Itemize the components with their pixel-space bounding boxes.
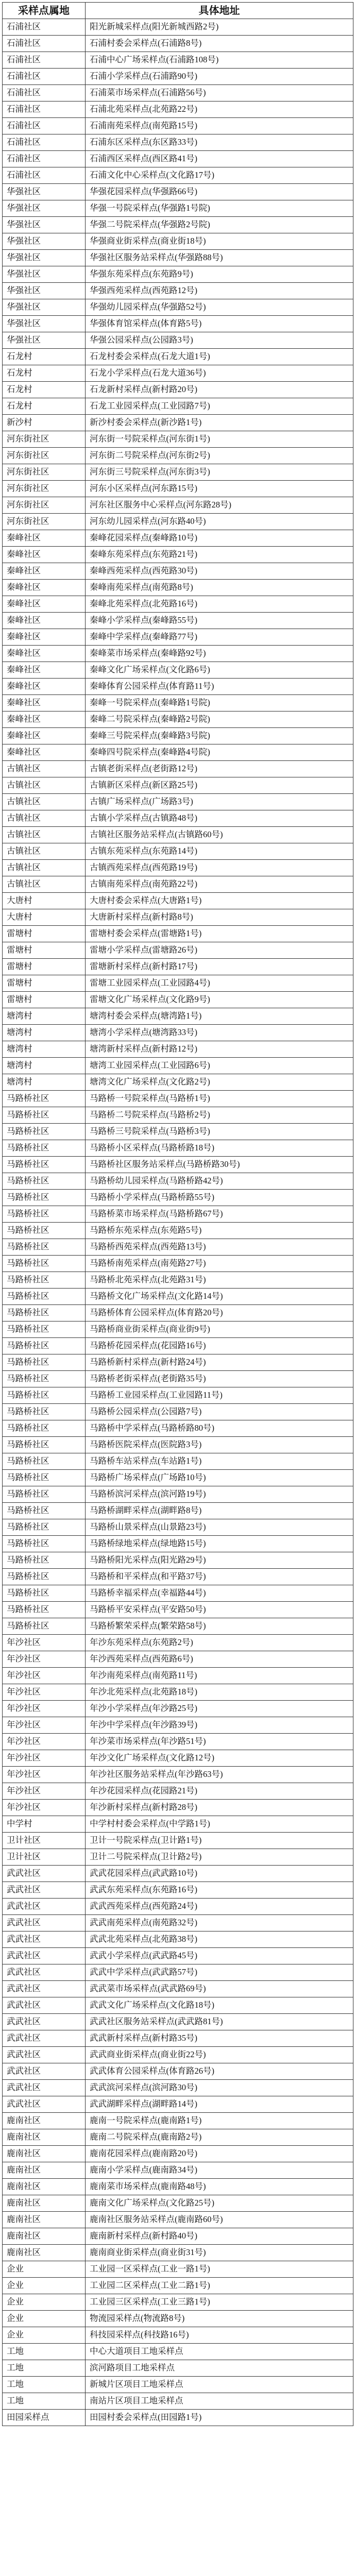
- table-cell-location: 武武花园采样点(武武路10号): [86, 1866, 353, 1882]
- table-cell-area: 雷塘村: [3, 942, 86, 959]
- table-cell-area: 马路桥社区: [3, 1321, 86, 1338]
- table-cell-area: 华强社区: [3, 299, 86, 316]
- table-cell-location: 雷塘小学采样点(雷塘路26号): [86, 942, 353, 959]
- table-cell-location: 鹿南文化广场采样点(文化路25号): [86, 2195, 353, 2212]
- table-cell-location: 华强花园采样点(华强路66号): [86, 184, 353, 200]
- table-cell-area: 秦峰社区: [3, 563, 86, 580]
- table-cell-area: 马路桥社区: [3, 1470, 86, 1486]
- table-cell-area: 秦峰社区: [3, 711, 86, 728]
- table-cell-location: 马路桥花园采样点(花园路16号): [86, 1338, 353, 1354]
- table-cell-location: 马路桥小区采样点(马路桥路18号): [86, 1140, 353, 1157]
- table-cell-location: 年沙北苑采样点(北苑路18号): [86, 1684, 353, 1701]
- table-cell-area: 马路桥社区: [3, 1190, 86, 1206]
- table-cell-location: 秦峰菜市场采样点(秦峰路92号): [86, 646, 353, 662]
- table-cell-area: 鹿南社区: [3, 2245, 86, 2261]
- table-cell-location: 年沙西苑采样点(西苑路6号): [86, 1651, 353, 1668]
- table-cell-area: 古镇社区: [3, 761, 86, 777]
- table-cell-location: 秦峰南苑采样点(南苑路8号): [86, 580, 353, 596]
- table-cell-location: 阳光新城采样点(阳光新城西路2号): [86, 19, 353, 36]
- table-cell-area: 秦峰社区: [3, 679, 86, 695]
- table-cell-location: 塘湾新村采样点(新村路12号): [86, 1041, 353, 1058]
- table-cell-location: 马路桥阳光采样点(阳光路29号): [86, 1552, 353, 1569]
- table-cell-area: 马路桥社区: [3, 1289, 86, 1305]
- table-cell-location: 石龙小学采样点(石龙大道36号): [86, 365, 353, 382]
- table-cell-location: 田园村委会采样点(田园路1号): [86, 2410, 353, 2426]
- table-cell-area: 河东街社区: [3, 464, 86, 481]
- table-cell-location: 马路桥山景采样点(山景路23号): [86, 1519, 353, 1536]
- table-cell-area: 石浦社区: [3, 69, 86, 85]
- table-cell-area: 古镇社区: [3, 860, 86, 876]
- table-cell-area: 马路桥社区: [3, 1486, 86, 1503]
- table-cell-location: 马路桥幼儿园采样点(马路桥路42号): [86, 1173, 353, 1190]
- table-cell-location: 武武社区服务站采样点(武武路81号): [86, 2014, 353, 2030]
- table-cell-area: 秦峰社区: [3, 629, 86, 646]
- table-cell-location: 秦峰四号院采样点(秦峰路4号院): [86, 744, 353, 761]
- table-cell-area: 年沙社区: [3, 1651, 86, 1668]
- table-cell-area: 马路桥社区: [3, 1569, 86, 1585]
- table-cell-location: 石浦菜市场采样点(石浦路56号): [86, 85, 353, 101]
- table-cell-area: 马路桥社区: [3, 1536, 86, 1552]
- table-cell-location: 物流园采样点(物流路8号): [86, 2311, 353, 2327]
- table-cell-area: 年沙社区: [3, 1717, 86, 1734]
- table-cell-location: 鹿南小学采样点(鹿南路34号): [86, 2162, 353, 2179]
- table-cell-area: 武武社区: [3, 1964, 86, 1981]
- table-cell-area: 武武社区: [3, 1915, 86, 1931]
- table-cell-location: 河东街三号院采样点(河东街3号): [86, 464, 353, 481]
- table-cell-location: 马路桥二号院采样点(马路桥2号): [86, 1107, 353, 1124]
- table-cell-location: 卫计二号院采样点(卫计路2号): [86, 1849, 353, 1866]
- table-cell-location: 马路桥北苑采样点(北苑路31号): [86, 1272, 353, 1289]
- table-cell-area: 武武社区: [3, 1931, 86, 1948]
- table-cell-location: 秦峰西苑采样点(西苑路30号): [86, 563, 353, 580]
- table-cell-location: 武武商业街采样点(商业街22号): [86, 2047, 353, 2063]
- table-cell-location: 年沙中学采样点(年沙路39号): [86, 1717, 353, 1734]
- table-cell-area: 石浦社区: [3, 19, 86, 36]
- table-cell-area: 华强社区: [3, 233, 86, 250]
- table-cell-area: 年沙社区: [3, 1701, 86, 1717]
- table-cell-area: 马路桥社区: [3, 1437, 86, 1453]
- table-cell-location: 马路桥繁荣采样点(繁荣路58号): [86, 1618, 353, 1635]
- table-cell-area: 雷塘村: [3, 959, 86, 975]
- table-cell-location: 马路桥医院采样点(医院路3号): [86, 1437, 353, 1453]
- table-cell-area: 华强社区: [3, 283, 86, 299]
- table-cell-area: 马路桥社区: [3, 1239, 86, 1256]
- table-cell-location: 武武南苑采样点(南苑路32号): [86, 1915, 353, 1931]
- table-cell-location: 石浦南苑采样点(南苑路15号): [86, 118, 353, 134]
- table-cell-area: 马路桥社区: [3, 1404, 86, 1420]
- table-cell-location: 年沙文化广场采样点(文化路12号): [86, 1750, 353, 1767]
- table-cell-area: 石浦社区: [3, 134, 86, 151]
- table-cell-location: 河东小区采样点(河东路15号): [86, 481, 353, 497]
- table-cell-area: 马路桥社区: [3, 1107, 86, 1124]
- table-cell-location: 年沙新村采样点(新村路28号): [86, 1800, 353, 1816]
- table-cell-area: 河东街社区: [3, 481, 86, 497]
- table-cell-area: 武武社区: [3, 2096, 86, 2113]
- table-cell-location: 古镇社区服务站采样点(古镇路60号): [86, 827, 353, 843]
- table-cell-area: 马路桥社区: [3, 1371, 86, 1387]
- table-cell-location: 马路桥南苑采样点(南苑路27号): [86, 1256, 353, 1272]
- table-cell-location: 年沙小学采样点(年沙路25号): [86, 1701, 353, 1717]
- table-cell-location: 马路桥绿地采样点(绿地路15号): [86, 1536, 353, 1552]
- table-cell-location: 河东幼儿园采样点(河东路40号): [86, 514, 353, 530]
- table-cell-location: 南站片区项目工地采样点: [86, 2393, 353, 2410]
- table-cell-area: 武武社区: [3, 1997, 86, 2014]
- table-cell-area: 企业: [3, 2294, 86, 2311]
- table-cell-area: 马路桥社区: [3, 1272, 86, 1289]
- table-cell-area: 马路桥社区: [3, 1387, 86, 1404]
- table-cell-location: 雷塘工业园采样点(工业园路4号): [86, 975, 353, 992]
- table-cell-location: 塘湾文化广场采样点(文化路2号): [86, 1074, 353, 1091]
- table-cell-location: 古镇新区采样点(新区路25号): [86, 777, 353, 794]
- table-cell-location: 工业园三区采样点(工业三路1号): [86, 2294, 353, 2311]
- table-cell-area: 秦峰社区: [3, 662, 86, 679]
- header-area: 采样点属地: [3, 3, 86, 19]
- table-cell-area: 石浦社区: [3, 167, 86, 184]
- table-cell-location: 马路桥文化广场采样点(文化路14号): [86, 1289, 353, 1305]
- table-cell-location: 科技园采样点(科技路16号): [86, 2327, 353, 2344]
- table-cell-location: 雷塘文化广场采样点(文化路9号): [86, 992, 353, 1008]
- table-cell-area: 年沙社区: [3, 1800, 86, 1816]
- table-cell-location: 年沙菜市场采样点(年沙路51号): [86, 1734, 353, 1750]
- table-cell-location: 秦峰文化广场采样点(文化路6号): [86, 662, 353, 679]
- table-cell-location: 武武新村采样点(新村路35号): [86, 2030, 353, 2047]
- table-cell-location: 武武中学采样点(武武路57号): [86, 1964, 353, 1981]
- table-cell-area: 年沙社区: [3, 1668, 86, 1684]
- table-cell-location: 秦峰北苑采样点(北苑路16号): [86, 596, 353, 613]
- table-cell-location: 河东街一号院采样点(河东街1号): [86, 431, 353, 448]
- table-cell-area: 华强社区: [3, 332, 86, 349]
- table-cell-location: 中心大道项目工地采样点: [86, 2344, 353, 2360]
- table-cell-location: 塘湾小学采样点(塘湾路33号): [86, 1025, 353, 1041]
- table-cell-location: 武武滨河采样点(滨河路30号): [86, 2080, 353, 2096]
- table-cell-location: 石浦小学采样点(石浦路90号): [86, 69, 353, 85]
- table-cell-location: 马路桥中学采样点(马路桥路80号): [86, 1420, 353, 1437]
- table-cell-location: 年沙南苑采样点(南苑路11号): [86, 1668, 353, 1684]
- table-cell-location: 中学村村委会采样点(中学路1号): [86, 1816, 353, 1833]
- table-cell-area: 华强社区: [3, 266, 86, 283]
- table-cell-area: 马路桥社区: [3, 1602, 86, 1618]
- table-cell-area: 企业: [3, 2327, 86, 2344]
- table-cell-area: 秦峰社区: [3, 744, 86, 761]
- table-cell-area: 年沙社区: [3, 1783, 86, 1800]
- table-cell-location: 古镇南苑采样点(南苑路22号): [86, 876, 353, 893]
- table-cell-location: 秦峰二号院采样点(秦峰路2号院): [86, 711, 353, 728]
- table-cell-location: 古镇小学采样点(古镇路48号): [86, 810, 353, 827]
- table-cell-area: 华强社区: [3, 316, 86, 332]
- table-cell-area: 田园采样点: [3, 2410, 86, 2426]
- table-cell-area: 古镇社区: [3, 794, 86, 810]
- table-cell-location: 新城片区项目工地采样点: [86, 2377, 353, 2393]
- table-cell-location: 华强公园采样点(公园路3号): [86, 332, 353, 349]
- table-cell-location: 马路桥广场采样点(广场路10号): [86, 1470, 353, 1486]
- table-cell-area: 工地: [3, 2393, 86, 2410]
- table-cell-location: 马路桥滨河采样点(滨河路19号): [86, 1486, 353, 1503]
- table-cell-location: 马路桥工业园采样点(工业园路11号): [86, 1387, 353, 1404]
- table-cell-area: 工地: [3, 2344, 86, 2360]
- table-cell-location: 秦峰花园采样点(秦峰路10号): [86, 530, 353, 547]
- table-cell-area: 秦峰社区: [3, 695, 86, 711]
- table-cell-location: 雷塘新村采样点(新村路17号): [86, 959, 353, 975]
- table-cell-location: 石龙新村采样点(新村路20号): [86, 382, 353, 398]
- table-cell-area: 武武社区: [3, 2047, 86, 2063]
- table-cell-area: 新沙村: [3, 415, 86, 431]
- table-cell-location: 滨河路项目工地采样点: [86, 2360, 353, 2377]
- table-cell-area: 武武社区: [3, 2080, 86, 2096]
- table-cell-location: 古镇东苑采样点(东苑路14号): [86, 843, 353, 860]
- table-cell-area: 武武社区: [3, 1981, 86, 1997]
- table-cell-area: 马路桥社区: [3, 1305, 86, 1321]
- table-cell-location: 华强一号院采样点(华强路1号院): [86, 200, 353, 217]
- table-cell-area: 马路桥社区: [3, 1124, 86, 1140]
- table-cell-area: 华强社区: [3, 200, 86, 217]
- table-cell-location: 武武湖畔采样点(湖畔路14号): [86, 2096, 353, 2113]
- table-cell-area: 秦峰社区: [3, 646, 86, 662]
- table-cell-location: 卫计一号院采样点(卫计路1号): [86, 1833, 353, 1849]
- table-cell-location: 鹿南一号院采样点(鹿南路1号): [86, 2113, 353, 2129]
- table-cell-area: 石龙村: [3, 382, 86, 398]
- table-cell-area: 马路桥社区: [3, 1453, 86, 1470]
- table-cell-location: 工业园一区采样点(工业一路1号): [86, 2261, 353, 2278]
- table-cell-location: 鹿南花园采样点(鹿南路20号): [86, 2146, 353, 2162]
- table-cell-location: 石浦村委会采样点(石浦路8号): [86, 36, 353, 52]
- table-cell-area: 马路桥社区: [3, 1618, 86, 1635]
- table-cell-area: 鹿南社区: [3, 2212, 86, 2228]
- table-cell-area: 大唐村: [3, 909, 86, 926]
- table-cell-location: 河东街二号院采样点(河东街2号): [86, 448, 353, 464]
- table-cell-location: 华强社区服务站采样点(华强路88号): [86, 250, 353, 266]
- table-cell-area: 石浦社区: [3, 85, 86, 101]
- table-cell-location: 武武体育公园采样点(体育路26号): [86, 2063, 353, 2080]
- table-cell-location: 秦峰东苑采样点(东苑路21号): [86, 547, 353, 563]
- table-cell-area: 华强社区: [3, 217, 86, 233]
- table-cell-area: 石浦社区: [3, 36, 86, 52]
- table-cell-area: 马路桥社区: [3, 1223, 86, 1239]
- table-cell-location: 马路桥菜市场采样点(马路桥路67号): [86, 1206, 353, 1223]
- table-cell-area: 秦峰社区: [3, 547, 86, 563]
- table-cell-location: 马路桥平安采样点(平安路50号): [86, 1602, 353, 1618]
- table-cell-area: 年沙社区: [3, 1750, 86, 1767]
- table-cell-location: 马路桥和平采样点(和平路37号): [86, 1569, 353, 1585]
- table-cell-location: 鹿南新村采样点(新村路40号): [86, 2228, 353, 2245]
- table-cell-area: 古镇社区: [3, 810, 86, 827]
- table-cell-area: 马路桥社区: [3, 1585, 86, 1602]
- table-cell-area: 企业: [3, 2261, 86, 2278]
- header-location: 具体地址: [86, 3, 353, 19]
- table-cell-location: 古镇西苑采样点(西苑路19号): [86, 860, 353, 876]
- table-cell-location: 武武文化广场采样点(文化路18号): [86, 1997, 353, 2014]
- table-cell-location: 河东社区服务中心采样点(河东路28号): [86, 497, 353, 514]
- table-cell-location: 马路桥东苑采样点(东苑路5号): [86, 1223, 353, 1239]
- table-cell-location: 马路桥湖畔采样点(湖畔路8号): [86, 1503, 353, 1519]
- table-cell-location: 石龙村委会采样点(石龙大道1号): [86, 349, 353, 365]
- table-cell-location: 华强幼儿园采样点(华强路52号): [86, 299, 353, 316]
- table-cell-location: 华强二号院采样点(华强路2号院): [86, 217, 353, 233]
- table-cell-area: 武武社区: [3, 1948, 86, 1964]
- table-cell-location: 秦峰中学采样点(秦峰路77号): [86, 629, 353, 646]
- table-cell-area: 华强社区: [3, 184, 86, 200]
- table-cell-location: 秦峰小学采样点(秦峰路55号): [86, 613, 353, 629]
- table-cell-location: 古镇老街采样点(老街路12号): [86, 761, 353, 777]
- table-cell-location: 马路桥三号院采样点(马路桥3号): [86, 1124, 353, 1140]
- table-cell-area: 企业: [3, 2311, 86, 2327]
- table-cell-area: 秦峰社区: [3, 580, 86, 596]
- table-cell-area: 秦峰社区: [3, 596, 86, 613]
- table-cell-area: 武武社区: [3, 1882, 86, 1899]
- table-cell-location: 石浦文化中心采样点(文化路17号): [86, 167, 353, 184]
- table-cell-location: 武武西苑采样点(西苑路24号): [86, 1899, 353, 1915]
- table-cell-area: 雷塘村: [3, 926, 86, 942]
- table-cell-location: 马路桥商业街采样点(商业街9号): [86, 1321, 353, 1338]
- table-cell-area: 塘湾村: [3, 1025, 86, 1041]
- table-cell-area: 年沙社区: [3, 1684, 86, 1701]
- table-cell-area: 马路桥社区: [3, 1420, 86, 1437]
- table-cell-area: 秦峰社区: [3, 613, 86, 629]
- table-cell-location: 马路桥公园采样点(公园路7号): [86, 1404, 353, 1420]
- table-cell-area: 马路桥社区: [3, 1206, 86, 1223]
- table-cell-location: 雷塘村委会采样点(雷塘路1号): [86, 926, 353, 942]
- table-cell-area: 鹿南社区: [3, 2146, 86, 2162]
- table-cell-location: 武武小学采样点(武武路45号): [86, 1948, 353, 1964]
- table-cell-area: 石浦社区: [3, 118, 86, 134]
- table-cell-area: 马路桥社区: [3, 1256, 86, 1272]
- table-cell-area: 鹿南社区: [3, 2228, 86, 2245]
- table-cell-location: 马路桥新村采样点(新村路24号): [86, 1354, 353, 1371]
- table-cell-location: 马路桥车站采样点(车站路1号): [86, 1453, 353, 1470]
- table-cell-area: 马路桥社区: [3, 1519, 86, 1536]
- table-cell-area: 塘湾村: [3, 1058, 86, 1074]
- table-cell-area: 马路桥社区: [3, 1157, 86, 1173]
- table-cell-location: 石浦中心广场采样点(石浦路108号): [86, 52, 353, 69]
- table-cell-location: 马路桥一号院采样点(马路桥1号): [86, 1091, 353, 1107]
- table-cell-area: 企业: [3, 2278, 86, 2294]
- table-cell-location: 秦峰体育公园采样点(体育路11号): [86, 679, 353, 695]
- table-cell-area: 鹿南社区: [3, 2195, 86, 2212]
- table-cell-area: 古镇社区: [3, 777, 86, 794]
- table-cell-area: 大唐村: [3, 893, 86, 909]
- table-cell-area: 塘湾村: [3, 1041, 86, 1058]
- table-cell-location: 华强东苑采样点(东苑路9号): [86, 266, 353, 283]
- table-cell-location: 鹿南二号院采样点(鹿南路2号): [86, 2129, 353, 2146]
- table-cell-location: 年沙花园采样点(花园路21号): [86, 1783, 353, 1800]
- table-cell-area: 石龙村: [3, 365, 86, 382]
- table-cell-location: 马路桥社区服务站采样点(马路桥路30号): [86, 1157, 353, 1173]
- table-cell-location: 石浦北苑采样点(北苑路22号): [86, 101, 353, 118]
- table-cell-area: 古镇社区: [3, 843, 86, 860]
- table-cell-area: 河东街社区: [3, 497, 86, 514]
- table-cell-area: 塘湾村: [3, 1074, 86, 1091]
- table-cell-location: 石龙工业园采样点(工业园路7号): [86, 398, 353, 415]
- table-cell-area: 塘湾村: [3, 1008, 86, 1025]
- table-cell-location: 年沙东苑采样点(东苑路2号): [86, 1635, 353, 1651]
- table-cell-area: 武武社区: [3, 2014, 86, 2030]
- table-cell-location: 华强西苑采样点(西苑路12号): [86, 283, 353, 299]
- table-cell-location: 古镇广场采样点(广场路3号): [86, 794, 353, 810]
- table-cell-area: 武武社区: [3, 2030, 86, 2047]
- table-cell-location: 武武东苑采样点(东苑路16号): [86, 1882, 353, 1899]
- table-cell-location: 马路桥西苑采样点(西苑路13号): [86, 1239, 353, 1256]
- table-cell-area: 石浦社区: [3, 101, 86, 118]
- table-cell-area: 年沙社区: [3, 1635, 86, 1651]
- table-cell-location: 石浦东区采样点(东区路33号): [86, 134, 353, 151]
- table-cell-area: 工地: [3, 2377, 86, 2393]
- table-cell-location: 石浦西区采样点(西区路41号): [86, 151, 353, 167]
- table-cell-area: 武武社区: [3, 2063, 86, 2080]
- table-cell-area: 鹿南社区: [3, 2129, 86, 2146]
- table-cell-location: 武武北苑采样点(北苑路38号): [86, 1931, 353, 1948]
- table-cell-area: 古镇社区: [3, 827, 86, 843]
- table-cell-area: 中学村: [3, 1816, 86, 1833]
- table-cell-area: 马路桥社区: [3, 1091, 86, 1107]
- table-cell-area: 鹿南社区: [3, 2162, 86, 2179]
- table-cell-location: 工业园二区采样点(工业二路1号): [86, 2278, 353, 2294]
- table-cell-area: 马路桥社区: [3, 1503, 86, 1519]
- table-cell-area: 古镇社区: [3, 876, 86, 893]
- table-cell-area: 卫计社区: [3, 1849, 86, 1866]
- table-cell-area: 河东街社区: [3, 514, 86, 530]
- table-cell-area: 马路桥社区: [3, 1140, 86, 1157]
- table-cell-location: 鹿南商业街采样点(商业街31号): [86, 2245, 353, 2261]
- table-cell-location: 新沙村委会采样点(新沙路1号): [86, 415, 353, 431]
- table-cell-area: 鹿南社区: [3, 2179, 86, 2195]
- table-cell-location: 秦峰一号院采样点(秦峰路1号院): [86, 695, 353, 711]
- table-cell-area: 雷塘村: [3, 975, 86, 992]
- table-cell-area: 年沙社区: [3, 1734, 86, 1750]
- table-cell-location: 马路桥幸福采样点(幸福路44号): [86, 1585, 353, 1602]
- table-cell-location: 塘湾工业园采样点(工业园路6号): [86, 1058, 353, 1074]
- table-cell-area: 河东街社区: [3, 431, 86, 448]
- table-cell-area: 马路桥社区: [3, 1552, 86, 1569]
- table-cell-area: 马路桥社区: [3, 1354, 86, 1371]
- table-cell-area: 马路桥社区: [3, 1338, 86, 1354]
- table-cell-location: 华强商业街采样点(商业街18号): [86, 233, 353, 250]
- table-cell-area: 河东街社区: [3, 448, 86, 464]
- table-cell-location: 塘湾村委会采样点(塘湾路1号): [86, 1008, 353, 1025]
- table-cell-area: 华强社区: [3, 250, 86, 266]
- sampling-points-table: [2, 2, 353, 2426]
- table-cell-area: 武武社区: [3, 1899, 86, 1915]
- table-cell-area: 工地: [3, 2360, 86, 2377]
- table-cell-location: 大唐村委会采样点(大唐路1号): [86, 893, 353, 909]
- table-cell-area: 马路桥社区: [3, 1173, 86, 1190]
- table-cell-area: 石浦社区: [3, 151, 86, 167]
- table-cell-area: 雷塘村: [3, 992, 86, 1008]
- table-cell-location: 大唐新村采样点(新村路8号): [86, 909, 353, 926]
- table-cell-area: 年沙社区: [3, 1767, 86, 1783]
- table-cell-area: 石龙村: [3, 398, 86, 415]
- table-cell-location: 武武菜市场采样点(武武路69号): [86, 1981, 353, 1997]
- table-cell-location: 马路桥老街采样点(老街路35号): [86, 1371, 353, 1387]
- table-cell-location: 秦峰三号院采样点(秦峰路3号院): [86, 728, 353, 744]
- table-cell-area: 鹿南社区: [3, 2113, 86, 2129]
- table-cell-area: 石龙村: [3, 349, 86, 365]
- table-cell-location: 鹿南菜市场采样点(鹿南路48号): [86, 2179, 353, 2195]
- table-cell-location: 华强体育馆采样点(体育路5号): [86, 316, 353, 332]
- table-cell-area: 秦峰社区: [3, 728, 86, 744]
- table-cell-area: 秦峰社区: [3, 530, 86, 547]
- table-cell-area: 武武社区: [3, 1866, 86, 1882]
- table-cell-area: 卫计社区: [3, 1833, 86, 1849]
- table-cell-area: 石浦社区: [3, 52, 86, 69]
- table-cell-location: 马路桥小学采样点(马路桥路55号): [86, 1190, 353, 1206]
- table-cell-location: 年沙社区服务站采样点(年沙路63号): [86, 1767, 353, 1783]
- table-cell-location: 鹿南社区服务站采样点(鹿南路60号): [86, 2212, 353, 2228]
- table-cell-location: 马路桥体育公园采样点(体育路20号): [86, 1305, 353, 1321]
